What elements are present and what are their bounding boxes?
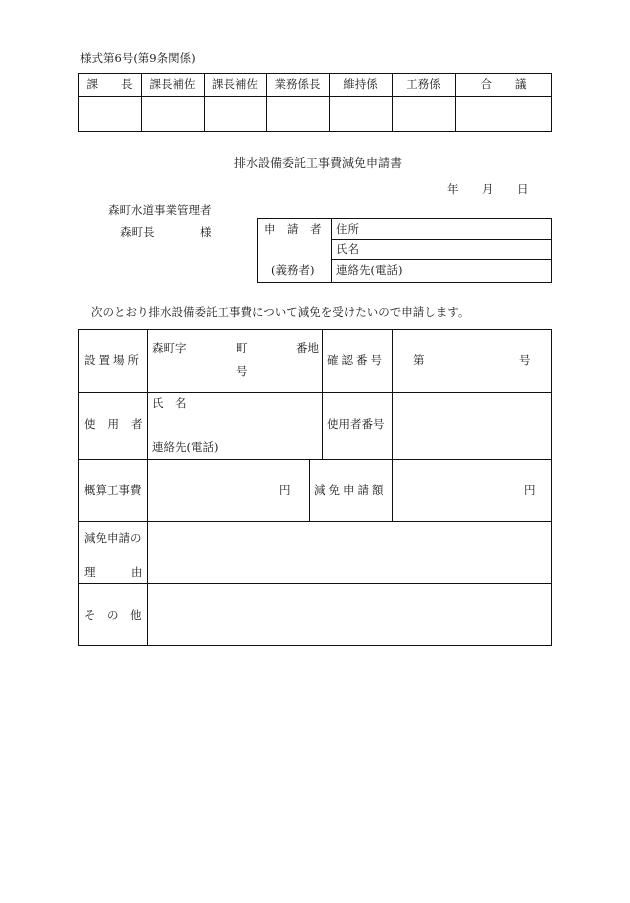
applicant-label: 申 請 者 bbox=[264, 222, 322, 236]
user-label: 使用者 bbox=[84, 417, 155, 431]
document-title: 排水設備委託工事費減免申請書 bbox=[234, 156, 403, 170]
date-year-label: 年 bbox=[447, 182, 459, 196]
reduction-label: 減免申請額 bbox=[314, 483, 387, 497]
location-label: 設置場所 bbox=[84, 353, 142, 367]
date-day-label: 日 bbox=[517, 182, 529, 196]
location-machi: 町 bbox=[236, 341, 248, 355]
location-prefix: 森町字 bbox=[152, 341, 187, 355]
approval-header-0: 課 長 bbox=[86, 77, 133, 91]
approval-header-2: 課長補佐 bbox=[212, 77, 258, 91]
confirm-number-dai: 第 bbox=[413, 353, 425, 367]
applicant-contact-field[interactable]: 連絡先(電話) bbox=[336, 263, 403, 277]
location-go: 号 bbox=[236, 364, 248, 378]
addressee-name: 森町長 bbox=[120, 225, 155, 239]
user-contact-field[interactable]: 連絡先(電話) bbox=[152, 440, 219, 454]
confirm-number-label: 確認番号 bbox=[327, 353, 385, 367]
approval-header-5: 工務係 bbox=[406, 77, 441, 91]
approval-header-3: 業務係長 bbox=[274, 77, 321, 91]
applicant-address-field[interactable]: 住所 bbox=[336, 222, 359, 236]
user-number-label: 使用者番号 bbox=[327, 417, 385, 431]
estimate-label: 概算工事費 bbox=[84, 483, 142, 497]
location-banchi: 番地 bbox=[296, 341, 319, 355]
reason-label-ri: 理 bbox=[84, 565, 96, 579]
reason-label-yu: 由 bbox=[131, 565, 143, 579]
form-number: 様式第6号(第9条関係) bbox=[80, 51, 196, 65]
obligor-label: (義務者) bbox=[271, 263, 315, 277]
applicant-name-field[interactable]: 氏名 bbox=[336, 242, 359, 256]
date-month-label: 月 bbox=[482, 182, 494, 196]
addressee-org: 森町水道事業管理者 bbox=[108, 203, 212, 217]
approval-header-6: 合 議 bbox=[480, 77, 527, 91]
approval-header-4: 維持係 bbox=[343, 77, 378, 91]
confirm-number-go: 号 bbox=[519, 353, 531, 367]
reduction-unit: 円 bbox=[524, 483, 536, 497]
intro-text: 次のとおり排水設備委託工事費について減免を受けたいので申請します。 bbox=[91, 305, 470, 319]
reason-label-line1: 減免申請の bbox=[84, 531, 142, 545]
user-name-field[interactable]: 氏 名 bbox=[152, 396, 187, 410]
other-label: そ の 他 bbox=[84, 608, 142, 622]
estimate-unit: 円 bbox=[279, 483, 291, 497]
addressee-honorific: 様 bbox=[200, 225, 212, 239]
approval-header-1: 課長補佐 bbox=[149, 77, 196, 91]
